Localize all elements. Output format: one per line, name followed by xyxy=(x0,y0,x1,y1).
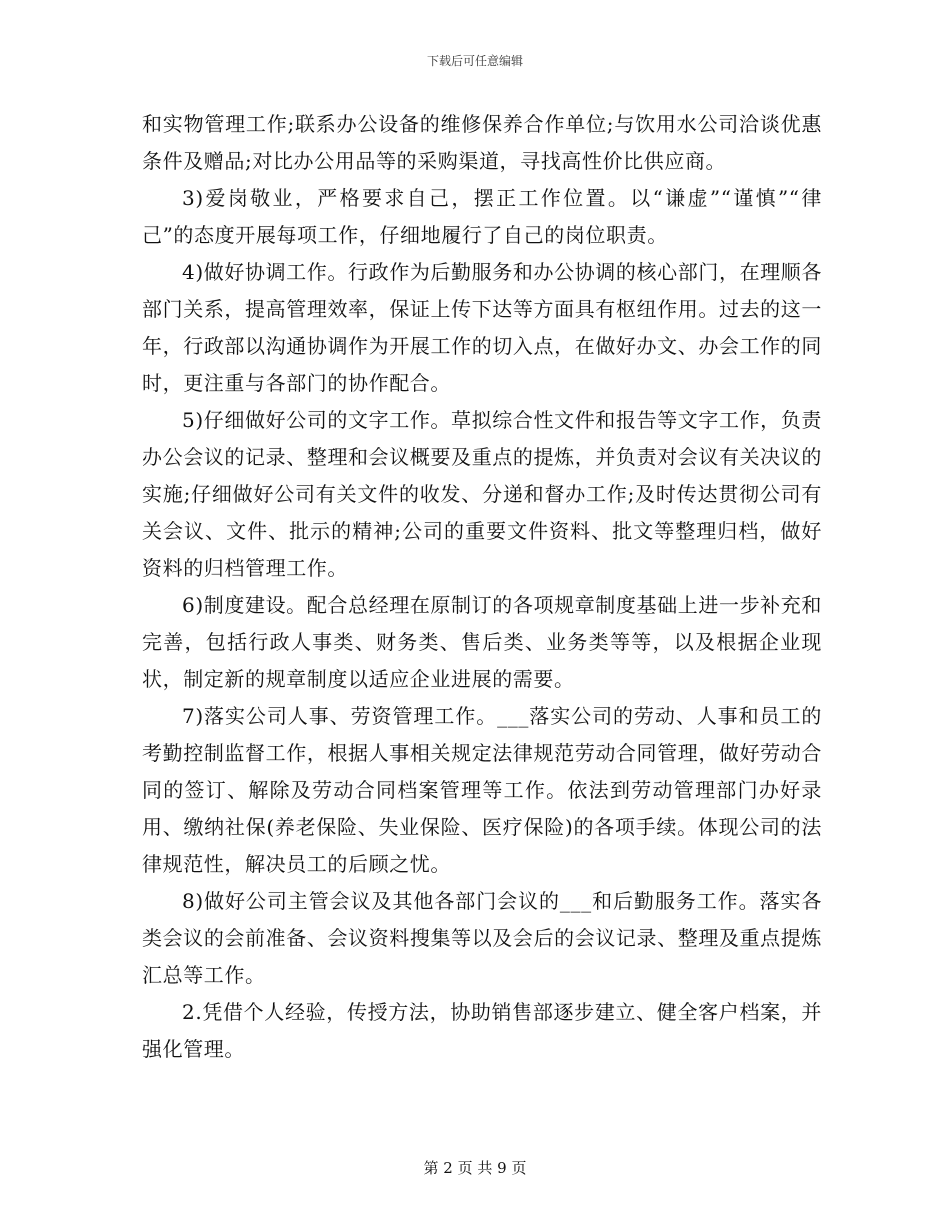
document-body xyxy=(142,106,822,1068)
paragraph-item-3: 3)爱岗敬业，严格要求自己，摆正工作位置。以“谦虚”“谨慎”“律己”的态度开展每项工作，仔细地履行了自己的岗位职责。 xyxy=(142,186,822,247)
paragraph-item-4: 4)做好协调工作。行政作为后勤服务和办公协调的核心部门，在理顺各部门关系，提高管理效率，保证上传下达等方面具有枢纽作用。过去的这一年，行政部以沟通协调作为开展工作的切入点，在做好办文、办会工作的同时，更注重与各部门的协作配合。 xyxy=(142,260,822,395)
paragraph-item-8: 8)做好公司主管会议及其他各部门会议的___和后勤服务工作。落实各类会议的会前准备、会议资料搜集等以及会后的会议记录、整理及重点提炼汇总等工作。 xyxy=(142,889,822,987)
page-header: 下载后可任意编辑 xyxy=(426,54,523,68)
paragraph-item-7: 7)落实公司人事、劳资管理工作。___落实公司的劳动、人事和员工的考勤控制监督工作，根据人事相关规定法律规范劳动合同管理，做好劳动合同的签订、解除及劳动合同档案管理等工作。依法到劳动管理部门办好录用、缴纳社保(养老保险、失业保险、医疗保险)的各项手续。体现公司的法律规范性，解决员工的后顾之忧。 xyxy=(142,704,822,876)
paragraph-item-5: 5)仔细做好公司的文字工作。草拟综合性文件和报告等文字工作，负责办公会议的记录、整理和会议概要及重点的提炼，并负责对会议有关决议的实施;仔细做好公司有关文件的收发、分递和督办工作;及时传达贯彻公司有关会议、文件、批示的精神;公司的重要文件资料、批文等整理归档，做好资料的归档管理工作。 xyxy=(142,408,822,580)
paragraph-item-6: 6)制度建设。配合总经理在原制订的各项规章制度基础上进一步补充和完善，包括行政人事类、财务类、售后类、业务类等等，以及根据企业现状，制定新的规章制度以适应企业进展的需要。 xyxy=(142,593,822,691)
paragraph-continued: 和实物管理工作;联系办公设备的维修保养合作单位;与饮用水公司洽谈优惠条件及赠品;对比办公用品等的采购渠道，寻找高性价比供应商。 xyxy=(142,112,822,173)
paragraph-section-2: 2.凭借个人经验，传授方法，协助销售部逐步建立、健全客户档案，并强化管理。 xyxy=(142,1000,822,1061)
page-number: 第 2 页 共 9 页 xyxy=(423,1159,527,1177)
